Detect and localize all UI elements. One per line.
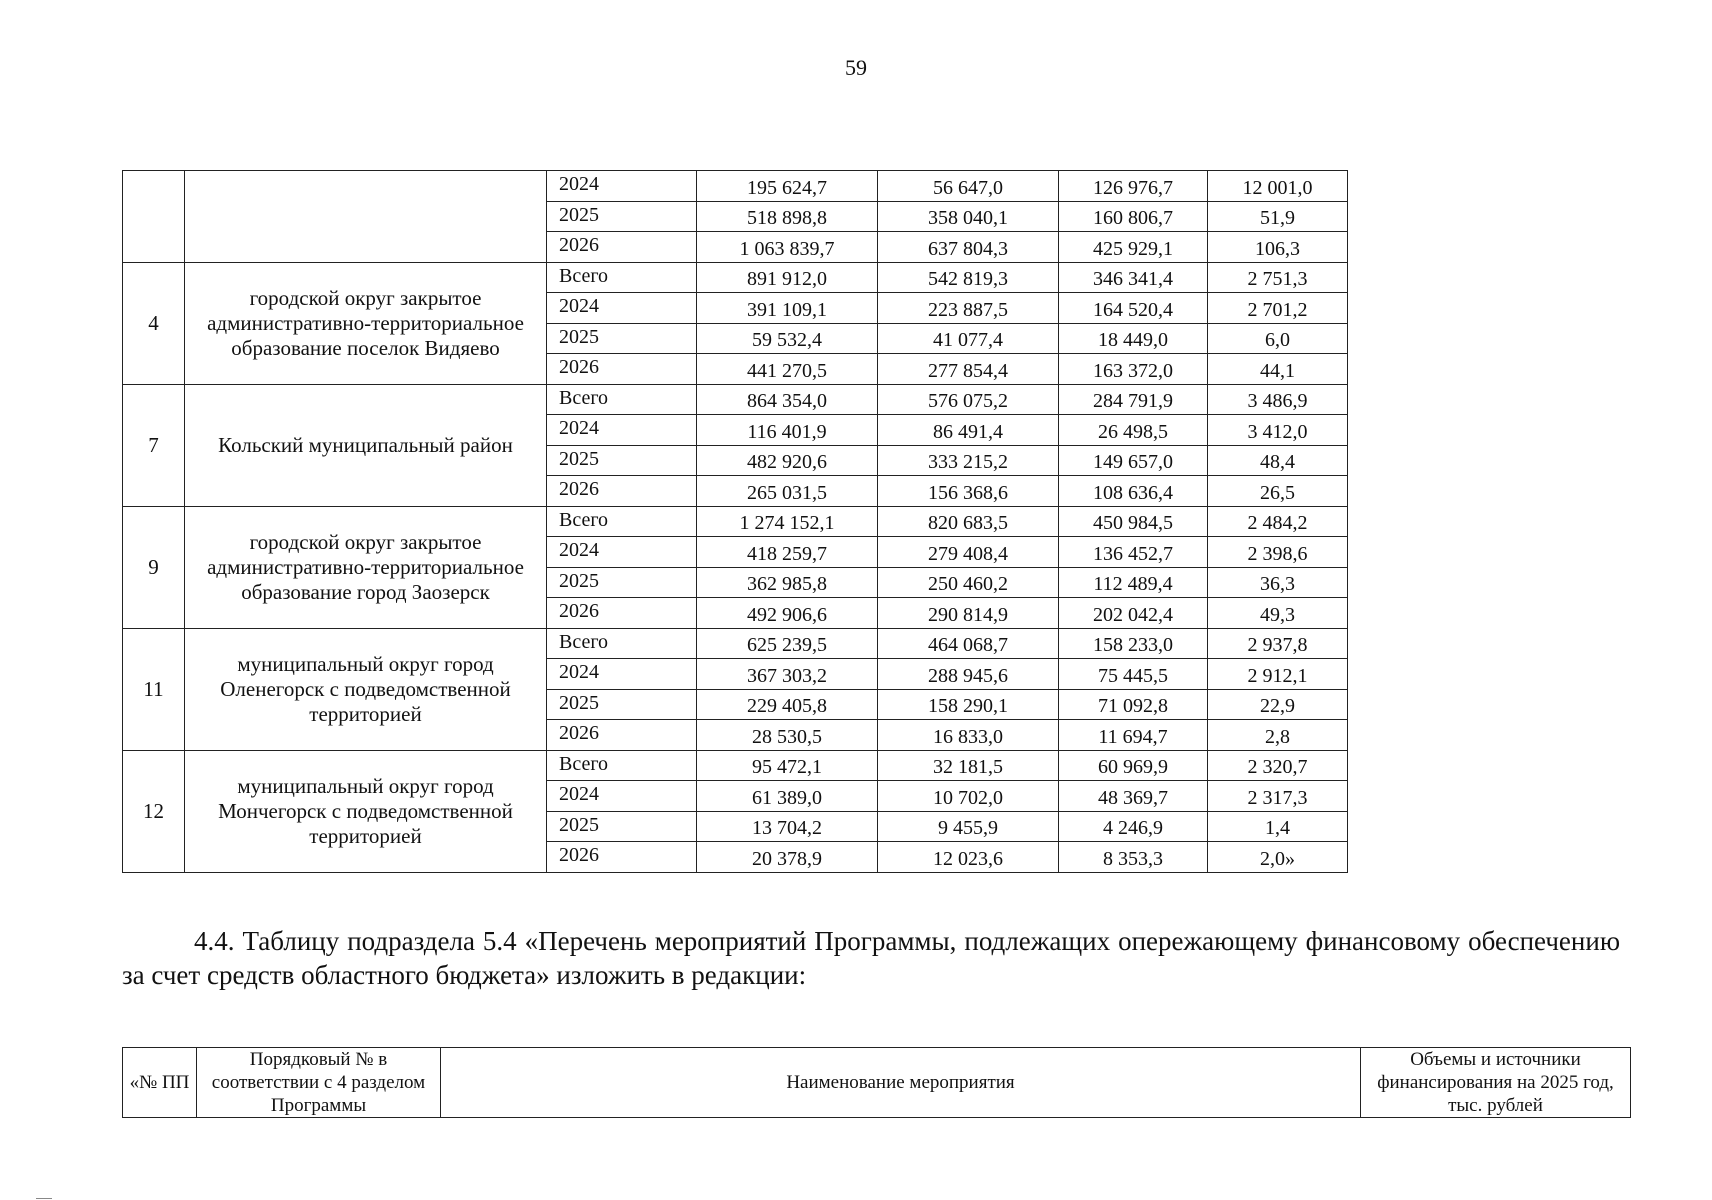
- value-col-2: 12 023,6: [878, 842, 1059, 873]
- value-col-3: 8 353,3: [1059, 842, 1208, 873]
- instruction-paragraph: 4.4. Таблицу подраздела 5.4 «Перечень мероприятий Программы, подлежащих опережающему финансовому обеспечению за счет средств областного бюджета» изложить в редакции:: [122, 926, 1620, 990]
- header-order-number: Порядковый № в соответствии с 4 разделом Программы: [197, 1048, 441, 1118]
- value-col-3: 75 445,5: [1059, 659, 1208, 690]
- total-value: 13 704,2: [697, 811, 878, 842]
- value-col-4: 22,9: [1208, 689, 1348, 720]
- table-row: [123, 750, 1348, 781]
- header-row: [123, 1048, 1631, 1118]
- value-col-4: 2,0»: [1208, 842, 1348, 873]
- value-col-2: 288 945,6: [878, 659, 1059, 690]
- table-row: [123, 506, 1348, 537]
- value-col-2: 464 068,7: [878, 628, 1059, 659]
- value-col-4: 26,5: [1208, 476, 1348, 507]
- year-cell: 2024: [547, 781, 697, 812]
- year-cell: 2025: [547, 567, 697, 598]
- value-col-4: 1,4: [1208, 811, 1348, 842]
- year-cell: 2024: [547, 415, 697, 446]
- value-col-3: 160 806,7: [1059, 201, 1208, 232]
- value-col-3: 158 233,0: [1059, 628, 1208, 659]
- total-value: 20 378,9: [697, 842, 878, 873]
- value-col-4: 3 412,0: [1208, 415, 1348, 446]
- header-measure-name: Наименование мероприятия: [441, 1048, 1361, 1118]
- value-col-4: 36,3: [1208, 567, 1348, 598]
- total-value: 95 472,1: [697, 750, 878, 781]
- value-col-2: 86 491,4: [878, 415, 1059, 446]
- total-value: 864 354,0: [697, 384, 878, 415]
- total-value: 362 985,8: [697, 567, 878, 598]
- year-cell: 2026: [547, 720, 697, 751]
- municipality-number: 7: [123, 384, 185, 506]
- total-value: 61 389,0: [697, 781, 878, 812]
- header-financing-volume: Объемы и источники финансирования на 2025 год, тыс. рублей: [1361, 1048, 1631, 1118]
- value-col-2: 279 408,4: [878, 537, 1059, 568]
- value-col-4: 2 701,2: [1208, 293, 1348, 324]
- year-cell: 2026: [547, 354, 697, 385]
- value-col-3: 48 369,7: [1059, 781, 1208, 812]
- municipality-name: городской округ закрытое административно-территориальное образование город Заозерск: [185, 506, 547, 628]
- total-value: 28 530,5: [697, 720, 878, 751]
- year-cell: 2025: [547, 201, 697, 232]
- total-value: 418 259,7: [697, 537, 878, 568]
- value-col-3: 26 498,5: [1059, 415, 1208, 446]
- year-cell: 2024: [547, 537, 697, 568]
- total-value: 59 532,4: [697, 323, 878, 354]
- value-col-2: 41 077,4: [878, 323, 1059, 354]
- value-col-3: 163 372,0: [1059, 354, 1208, 385]
- value-col-4: 48,4: [1208, 445, 1348, 476]
- total-value: 441 270,5: [697, 354, 878, 385]
- year-cell: 2026: [547, 476, 697, 507]
- total-value: 195 624,7: [697, 171, 878, 202]
- municipality-name: муниципальный округ город Оленегорск с подведомственной территорией: [185, 628, 547, 750]
- scan-mark: [36, 1198, 52, 1199]
- year-cell: 2025: [547, 445, 697, 476]
- value-col-2: 637 804,3: [878, 232, 1059, 263]
- value-col-2: 333 215,2: [878, 445, 1059, 476]
- year-cell: 2025: [547, 811, 697, 842]
- value-col-2: 156 368,6: [878, 476, 1059, 507]
- value-col-3: 346 341,4: [1059, 262, 1208, 293]
- municipality-number: 12: [123, 750, 185, 872]
- value-col-3: 108 636,4: [1059, 476, 1208, 507]
- value-col-2: 32 181,5: [878, 750, 1059, 781]
- municipality-name: муниципальный округ город Мончегорск с подведомственной территорией: [185, 750, 547, 872]
- total-value: 116 401,9: [697, 415, 878, 446]
- value-col-2: 56 647,0: [878, 171, 1059, 202]
- value-col-4: 2 398,6: [1208, 537, 1348, 568]
- value-col-4: 2 320,7: [1208, 750, 1348, 781]
- value-col-3: 112 489,4: [1059, 567, 1208, 598]
- municipality-number: 9: [123, 506, 185, 628]
- year-cell: 2026: [547, 598, 697, 629]
- total-value: 229 405,8: [697, 689, 878, 720]
- total-value: 625 239,5: [697, 628, 878, 659]
- financing-table: [122, 170, 1348, 873]
- measures-table-header: [122, 1047, 1631, 1118]
- value-col-3: 149 657,0: [1059, 445, 1208, 476]
- table-row: [123, 628, 1348, 659]
- municipality-name: городской округ закрытое административно-территориальное образование поселок Видяево: [185, 262, 547, 384]
- year-cell: 2026: [547, 232, 697, 263]
- total-value: 482 920,6: [697, 445, 878, 476]
- value-col-2: 10 702,0: [878, 781, 1059, 812]
- year-cell: Всего: [547, 628, 697, 659]
- value-col-4: 51,9: [1208, 201, 1348, 232]
- value-col-4: 2 751,3: [1208, 262, 1348, 293]
- value-col-4: 3 486,9: [1208, 384, 1348, 415]
- total-value: 492 906,6: [697, 598, 878, 629]
- value-col-3: 164 520,4: [1059, 293, 1208, 324]
- value-col-2: 250 460,2: [878, 567, 1059, 598]
- value-col-3: 60 969,9: [1059, 750, 1208, 781]
- blank-num-cell: [123, 171, 185, 263]
- value-col-4: 6,0: [1208, 323, 1348, 354]
- value-col-2: 16 833,0: [878, 720, 1059, 751]
- value-col-4: 106,3: [1208, 232, 1348, 263]
- year-cell: Всего: [547, 506, 697, 537]
- value-col-2: 277 854,4: [878, 354, 1059, 385]
- table-row: [123, 171, 1348, 202]
- value-col-2: 290 814,9: [878, 598, 1059, 629]
- value-col-3: 71 092,8: [1059, 689, 1208, 720]
- value-col-3: 425 929,1: [1059, 232, 1208, 263]
- value-col-2: 9 455,9: [878, 811, 1059, 842]
- value-col-4: 12 001,0: [1208, 171, 1348, 202]
- total-value: 265 031,5: [697, 476, 878, 507]
- total-value: 1 063 839,7: [697, 232, 878, 263]
- value-col-3: 284 791,9: [1059, 384, 1208, 415]
- year-cell: 2025: [547, 689, 697, 720]
- value-col-4: 2 484,2: [1208, 506, 1348, 537]
- value-col-2: 542 819,3: [878, 262, 1059, 293]
- total-value: 891 912,0: [697, 262, 878, 293]
- value-col-4: 2 912,1: [1208, 659, 1348, 690]
- table-row: [123, 384, 1348, 415]
- value-col-4: 2,8: [1208, 720, 1348, 751]
- page-number: 59: [845, 55, 867, 80]
- value-col-4: 2 317,3: [1208, 781, 1348, 812]
- year-cell: Всего: [547, 262, 697, 293]
- value-col-4: 2 937,8: [1208, 628, 1348, 659]
- value-col-4: 44,1: [1208, 354, 1348, 385]
- blank-name-cell: [185, 171, 547, 263]
- total-value: 1 274 152,1: [697, 506, 878, 537]
- municipality-name: Кольский муниципальный район: [185, 384, 547, 506]
- value-col-4: 49,3: [1208, 598, 1348, 629]
- value-col-2: 576 075,2: [878, 384, 1059, 415]
- value-col-3: 11 694,7: [1059, 720, 1208, 751]
- year-cell: 2026: [547, 842, 697, 873]
- value-col-2: 820 683,5: [878, 506, 1059, 537]
- value-col-3: 450 984,5: [1059, 506, 1208, 537]
- municipality-number: 11: [123, 628, 185, 750]
- value-col-3: 202 042,4: [1059, 598, 1208, 629]
- year-cell: 2024: [547, 293, 697, 324]
- table-row: [123, 262, 1348, 293]
- total-value: 391 109,1: [697, 293, 878, 324]
- value-col-3: 126 976,7: [1059, 171, 1208, 202]
- value-col-2: 158 290,1: [878, 689, 1059, 720]
- year-cell: 2025: [547, 323, 697, 354]
- value-col-3: 4 246,9: [1059, 811, 1208, 842]
- value-col-2: 358 040,1: [878, 201, 1059, 232]
- total-value: 518 898,8: [697, 201, 878, 232]
- year-cell: 2024: [547, 659, 697, 690]
- year-cell: Всего: [547, 384, 697, 415]
- municipality-number: 4: [123, 262, 185, 384]
- value-col-2: 223 887,5: [878, 293, 1059, 324]
- value-col-3: 18 449,0: [1059, 323, 1208, 354]
- total-value: 367 303,2: [697, 659, 878, 690]
- value-col-3: 136 452,7: [1059, 537, 1208, 568]
- header-pp: «№ ПП: [123, 1048, 197, 1118]
- year-cell: 2024: [547, 171, 697, 202]
- year-cell: Всего: [547, 750, 697, 781]
